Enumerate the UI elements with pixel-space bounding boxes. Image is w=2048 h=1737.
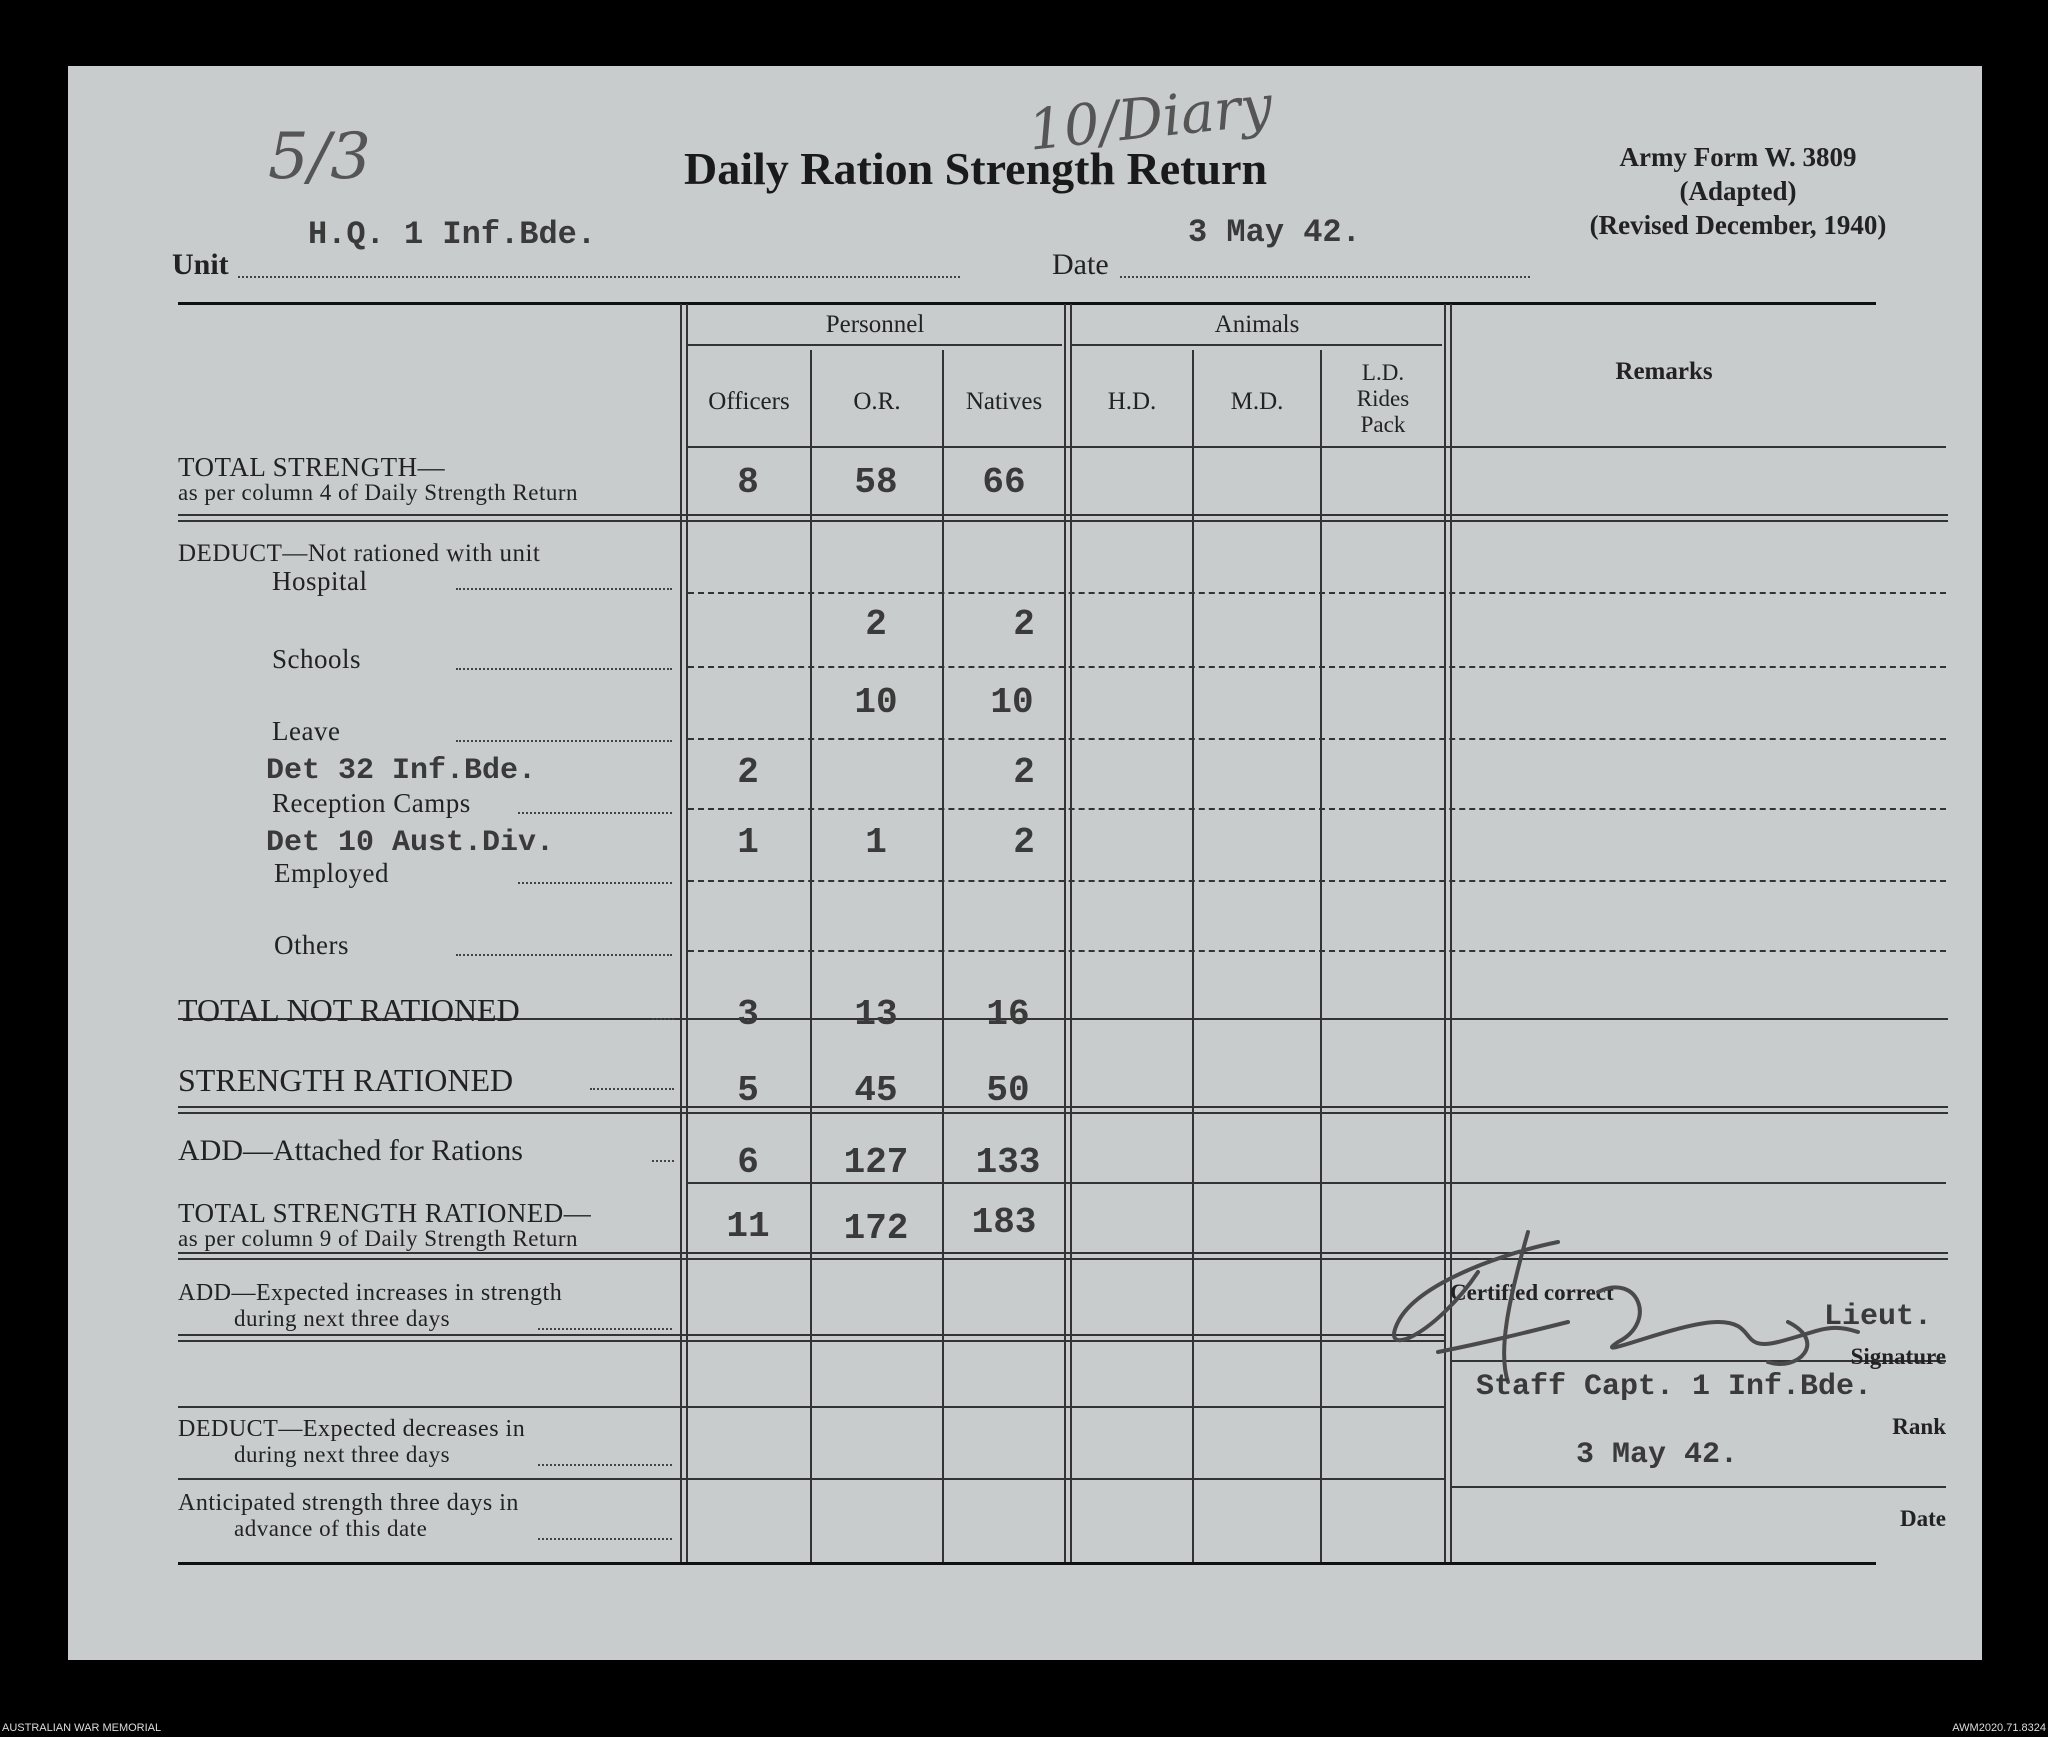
row-rule (688, 808, 1946, 810)
vline (1064, 304, 1066, 1562)
row-employed-label: Employed (274, 858, 389, 888)
vline (942, 350, 944, 1562)
rank-value: Staff Capt. 1 Inf.Bde. (1476, 1370, 1873, 1404)
cell-total-strength-rationed-or: 172 (843, 1208, 909, 1249)
rank-label: Rank (1892, 1414, 1946, 1439)
form-number-block (1568, 140, 1908, 242)
row-rule (178, 520, 1948, 522)
cell-total-strength-or: 58 (854, 462, 898, 503)
vline (810, 350, 812, 1562)
row-leave-label: Leave (272, 716, 341, 746)
cell-employed-natives: 2 (1013, 822, 1035, 863)
cell-schools-or: 2 (865, 604, 887, 645)
certified-correct-label: Certified correct (1450, 1280, 1614, 1305)
table-top-rule (178, 302, 1876, 305)
vline (680, 304, 682, 1562)
row-deduct-expected-line2: during next three days (234, 1442, 451, 1467)
footer-left: AUSTRALIAN WAR MEMORIAL (2, 1722, 162, 1734)
dotted-leader (456, 588, 672, 590)
row-rule (688, 738, 1946, 740)
certification-date-label: Date (1900, 1506, 1946, 1531)
row-add-attached-label: ADD—Attached for Rations (178, 1134, 523, 1167)
cell-total-not-rationed-natives: 16 (986, 994, 1030, 1035)
date-value: 3 May 42. (1188, 214, 1361, 251)
row-employed-typed: Det 10 Aust.Div. (266, 826, 555, 860)
col-remarks: Remarks (1615, 358, 1713, 385)
group-animals: Animals (1214, 311, 1300, 338)
vline (1070, 304, 1072, 1562)
row-total-strength-rationed-label: TOTAL STRENGTH RATIONED— (178, 1198, 592, 1228)
group-rule (1072, 344, 1442, 346)
dotted-leader (538, 1328, 672, 1330)
row-rule (178, 1340, 1444, 1342)
cell-total-strength-rationed-officers: 11 (726, 1206, 770, 1247)
cell-reception-natives: 2 (1013, 752, 1035, 793)
row-strength-rationed-label: STRENGTH RATIONED (178, 1062, 514, 1098)
dotted-leader (538, 1464, 672, 1466)
row-anticipated-line1: Anticipated strength three days in (178, 1490, 519, 1516)
form-title: Daily Ration Strength Return (684, 143, 1268, 194)
date-dotted-line (1120, 276, 1530, 278)
dotted-leader (652, 1018, 674, 1020)
col-or: O.R. (853, 388, 901, 415)
cell-strength-rationed-natives: 50 (986, 1070, 1030, 1111)
cell-strength-rationed-officers: 5 (737, 1070, 759, 1111)
col-md: M.D. (1230, 388, 1284, 415)
row-rule (688, 592, 1946, 594)
row-deduct-expected-line1: DEDUCT—Expected decreases in (178, 1416, 526, 1442)
row-rule (178, 1112, 1948, 1114)
row-rule (178, 1478, 1444, 1480)
vline (1320, 350, 1322, 1562)
cell-add-attached-officers: 6 (737, 1142, 759, 1183)
cell-strength-rationed-or: 45 (854, 1070, 898, 1111)
row-rule (688, 950, 1946, 952)
signature-rank-suffix: Lieut. (1824, 1300, 1933, 1334)
unit-dotted-line (238, 276, 960, 278)
col-ld-line3: Pack (1360, 412, 1406, 437)
signature-label: Signature (1850, 1344, 1946, 1369)
form-adapted: (Adapted) (1679, 176, 1797, 206)
row-others-label: Others (274, 930, 349, 960)
row-total-strength-rationed-sub: as per column 9 of Daily Strength Return (178, 1226, 579, 1251)
header-rule (688, 446, 1946, 448)
cell-employed-or: 1 (865, 822, 887, 863)
cell-add-attached-natives: 133 (975, 1142, 1041, 1183)
form-sheet (68, 66, 1982, 1660)
unit-value: H.Q. 1 Inf.Bde. (308, 216, 597, 253)
vline (1192, 350, 1194, 1562)
col-natives: Natives (965, 388, 1043, 415)
cell-total-strength-rationed-natives: 183 (971, 1202, 1037, 1243)
date-label: Date (1052, 248, 1109, 281)
cell-add-attached-or: 127 (843, 1142, 909, 1183)
cell-total-strength-officers: 8 (737, 462, 759, 503)
row-reception-typed: Det 32 Inf.Bde. (266, 754, 537, 788)
row-rule (178, 1406, 1444, 1408)
cell-leave-natives: 10 (990, 682, 1034, 723)
row-rule (1452, 1486, 1946, 1488)
cell-total-not-rationed-or: 13 (854, 994, 898, 1035)
col-hd: H.D. (1107, 388, 1157, 415)
dotted-leader (652, 1160, 674, 1162)
cell-total-not-rationed-officers: 3 (737, 994, 759, 1035)
table-bottom-rule (178, 1562, 1876, 1565)
row-reception-label: Reception Camps (272, 788, 471, 818)
handwritten-note: 10/Diary (1025, 73, 1276, 164)
row-add-expected-line2: during next three days (234, 1306, 451, 1331)
row-rule (178, 1334, 1444, 1336)
dotted-leader (538, 1538, 672, 1540)
handwritten-reference: 5/3 (268, 120, 371, 194)
group-rule (688, 344, 1062, 346)
row-add-expected-line1: ADD—Expected increases in strength (178, 1280, 563, 1306)
form-number: Army Form W. 3809 (1619, 142, 1857, 172)
unit-label: Unit (172, 248, 229, 281)
dotted-leader (518, 812, 672, 814)
row-total-strength-sub: as per column 4 of Daily Strength Return (178, 480, 579, 505)
footer-right: AWM2020.71.8324 (1952, 1722, 2046, 1734)
cell-reception-officers: 2 (737, 752, 759, 793)
cell-total-strength-natives: 66 (982, 462, 1026, 503)
dotted-leader (518, 882, 672, 884)
dotted-leader (456, 740, 672, 742)
col-ld (1322, 360, 1444, 438)
cell-schools-natives: 2 (1013, 604, 1035, 645)
dotted-leader (456, 954, 672, 956)
row-deduct-label: DEDUCT—Not rationed with unit (178, 540, 541, 567)
row-anticipated-line2: advance of this date (234, 1516, 428, 1541)
group-personnel: Personnel (825, 311, 925, 338)
row-rule (688, 666, 1946, 668)
certification-date-value: 3 May 42. (1576, 1438, 1739, 1472)
form-revised: (Revised December, 1940) (1589, 210, 1887, 240)
row-schools-label: Schools (272, 644, 362, 674)
col-ld-line2: Rides (1356, 386, 1410, 411)
cell-leave-or: 10 (854, 682, 898, 723)
dotted-leader (590, 1088, 674, 1090)
dotted-leader (456, 668, 672, 670)
col-officers: Officers (708, 388, 790, 415)
row-total-not-rationed-label: TOTAL NOT RATIONED (178, 992, 520, 1028)
row-rule (688, 880, 1946, 882)
row-total-strength-label: TOTAL STRENGTH— (178, 452, 446, 482)
row-hospital-label: Hospital (272, 566, 368, 596)
col-ld-line1: L.D. (1361, 360, 1405, 385)
cell-employed-officers: 1 (737, 822, 759, 863)
row-rule (178, 514, 1948, 516)
